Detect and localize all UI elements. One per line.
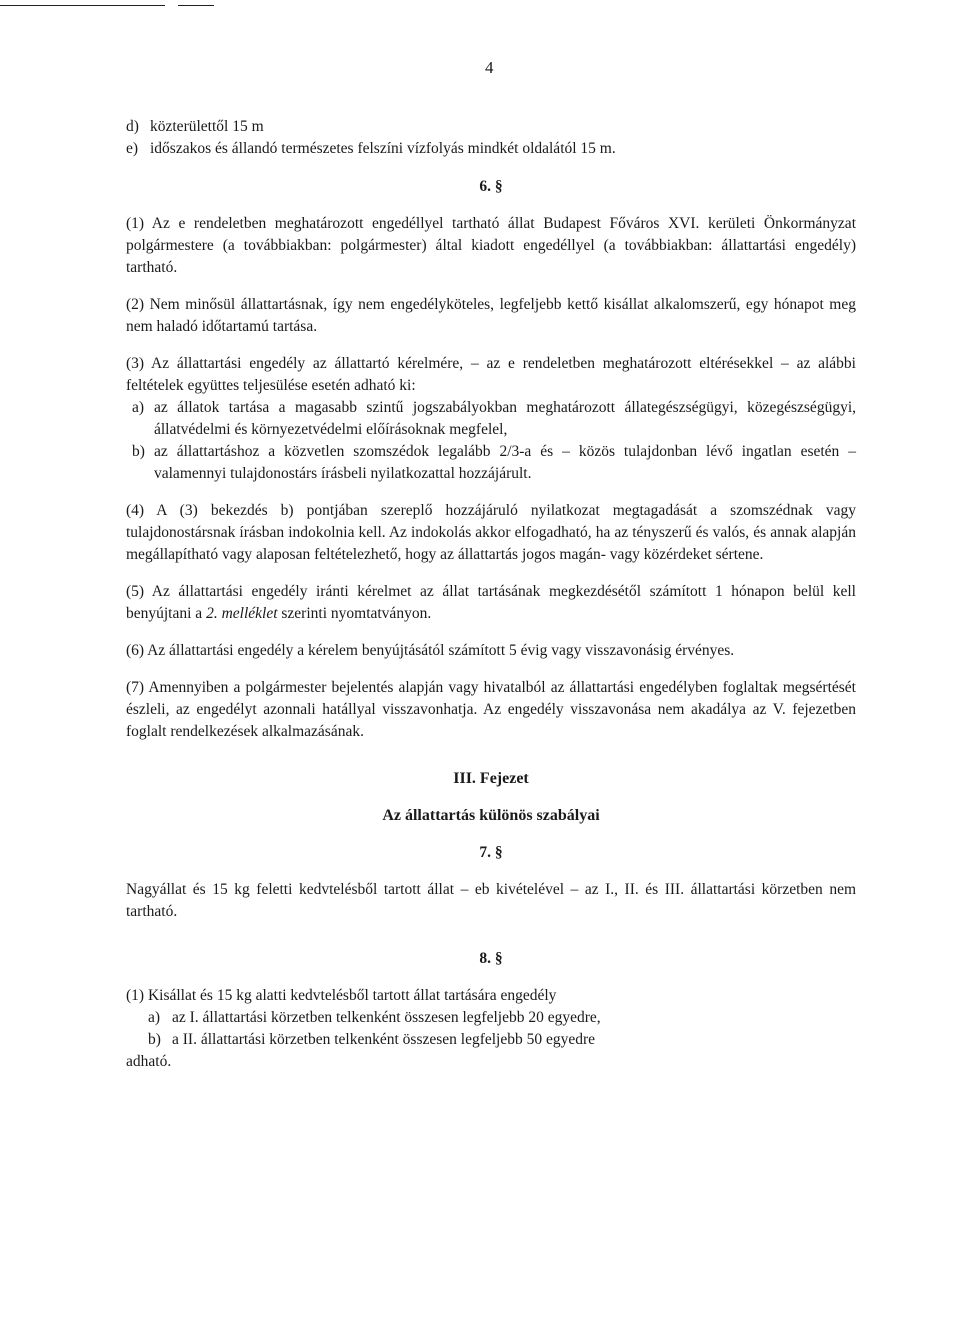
- section-6-para-4: (4) A (3) bekezdés b) pontjában szereplő hozzájáruló nyilatkozat megtagadását a szomszédnak vagy tulajdonostársnak írásban indokolnia kell. Az indokolás akkor elfogadható, ha az tényszerű és valós, és annak alapján megállapítható vagy alaposan feltételezhető, hogy az állattartás jogos magán- vagy közérdeket sértene.: [126, 502, 856, 563]
- page-number: 4: [485, 58, 494, 77]
- list-item-e: [126, 138, 856, 160]
- list-text: az állattartáshoz a közvetlen szomszédok legalább 2/3-a és – közös tulajdonban lévő ingatlan esetén – valamennyi tulajdonostárs írásbeli nyilatkozattal hozzájárult.: [154, 443, 856, 482]
- chapter-title: Az állattartás különös szabályai: [382, 807, 600, 824]
- list-text: az állatok tartása a magasabb szintű jogszabályokban meghatározott állategészségügyi, közegészségügyi, állatvédelmi és környezetvédelmi előírásoknak megfelel,: [154, 399, 856, 438]
- para-5-text-post: szerinti nyomtatványon.: [277, 605, 432, 622]
- section-6-para-1: (1) Az e rendeletben meghatározott engedéllyel tartható állat Budapest Főváros XVI. kerületi Önkormányzat polgármestere (a továbbiakban: polgármester) által kiadott engedéllyel (a továbbiakban: állattartási engedély) tartható.: [126, 215, 856, 276]
- section-7-title: 7. §: [479, 844, 503, 861]
- top-rule-right: [178, 5, 214, 6]
- para-5-text-pre: (5) Az állattartási engedély iránti kérelmet az állat tartásának megkezdésétől számított 1 hónapon belül kell benyújtani a: [126, 583, 856, 622]
- list-label: d): [126, 118, 139, 135]
- section-6-para-3: (3) Az állattartási engedély az állattartó kérelmére, – az e rendeletben meghatározott eltérésekkel – az alábbi feltételek együttes teljesülése esetén adható ki:: [126, 355, 856, 394]
- section-6-para-6: (6) Az állattartási engedély a kérelem benyújtásától számított 5 évig vagy visszavonásig érvényes.: [126, 642, 735, 659]
- section-8-title: 8. §: [479, 950, 503, 967]
- document-body: [126, 116, 856, 1073]
- list-label: b): [148, 1031, 161, 1048]
- para-3-item-a: [132, 397, 856, 441]
- list-text: közterülettől 15 m: [150, 118, 264, 135]
- section-6-para-7: (7) Amennyiben a polgármester bejelentés alapján vagy hivatalból az állattartási engedélyben foglaltak megsértését észleli, az engedélyt azonnali hatállyal visszavonhatja. Az engedély visszavonása nem akadálya az V. fejezetben foglalt rendelkezések alkalmazásának.: [126, 679, 856, 740]
- top-rule-left: [0, 5, 165, 6]
- list-text: az I. állattartási körzetben telkenként összesen legfeljebb 20 egyedre,: [172, 1009, 601, 1026]
- section-6-para-5: [126, 581, 856, 625]
- list-text: időszakos és állandó természetes felszíni vízfolyás mindkét oldalától 15 m.: [150, 140, 616, 157]
- list-label: a): [148, 1009, 161, 1026]
- list-label: a): [132, 399, 145, 416]
- section-8-item-a: [148, 1007, 856, 1029]
- list-item-d: [126, 116, 856, 138]
- section-7-para-1: Nagyállat és 15 kg feletti kedvtelésből tartott állat – eb kivételével – az I., II. és III. állattartási körzetben nem tartható.: [126, 881, 856, 920]
- section-6-para-2: (2) Nem minősül állattartásnak, így nem engedélyköteles, legfeljebb kettő kisállat alkalomszerű, egy hónapot meg nem haladó időtartamú tartása.: [126, 296, 856, 335]
- para-3-item-b: [132, 441, 856, 485]
- section-8-para-1: (1) Kisállat és 15 kg alatti kedvtelésből tartott állat tartására engedély: [126, 987, 557, 1004]
- list-label: b): [132, 443, 145, 460]
- chapter-number: III. Fejezet: [453, 770, 529, 787]
- section-6-title: 6. §: [479, 178, 503, 195]
- section-8-closing: adható.: [126, 1053, 172, 1070]
- list-label: e): [126, 140, 139, 157]
- section-8-item-b: [148, 1029, 856, 1051]
- list-text: a II. állattartási körzetben telkenként összesen legfeljebb 50 egyedre: [172, 1031, 596, 1048]
- annex-reference: 2. melléklet: [206, 605, 278, 622]
